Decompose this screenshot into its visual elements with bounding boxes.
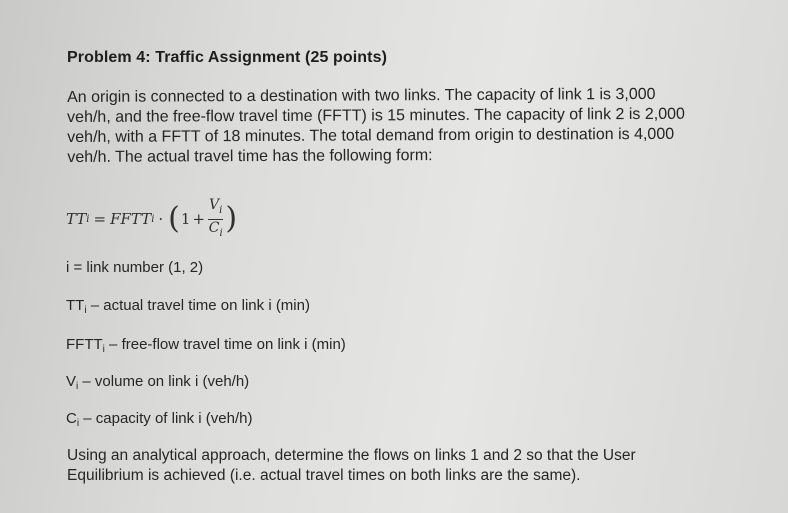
definition-text: – free-flow travel time on link i (min) [104,336,346,353]
definition-term: TT [66,297,85,314]
description-line: veh/h, with a FFTT of 18 minutes. The total demand from origin to destination is 4,000 [67,125,675,146]
description-line: An origin is connected to a destination with two links. The capacity of link 1 is 3,000 [67,85,656,106]
definition-link-number [66,259,203,276]
definition-text: – actual travel time on link i (min) [86,297,310,314]
formula-numerator [208,197,223,220]
task-line: Equilibrium is achieved (i.e. actual travel times on both links are the same). [67,467,581,484]
definition-term: FFTT [66,336,103,353]
problem-title: Problem 4: Traffic Assignment (25 points) [67,49,388,66]
formula-one: 1 [180,210,191,228]
definition-text: i = link number (1, 2) [66,259,204,276]
formula-c-sub: i [219,227,223,239]
description-line: veh/h, and the free-flow travel time (FFTT) is 15 minutes. The capacity of link 2 is 2,000 [67,105,685,126]
definition-fftt [66,336,346,355]
formula-c: C [208,219,220,236]
definition-sub: i [76,381,79,392]
problem-description [67,84,757,168]
formula-fraction [208,197,223,242]
definition-volume [66,373,249,392]
formula-v: V [209,196,220,213]
formula-tt-sub: i [86,213,90,225]
travel-time-formula [66,196,238,242]
formula-plus: + [192,210,206,228]
formula-equals: = [93,210,107,228]
formula-close-paren: ) [225,201,238,236]
definition-capacity [66,410,253,429]
definition-sub: i [84,305,87,316]
definition-text: – capacity of link i (veh/h) [79,410,253,427]
definition-text: – volume on link i (veh/h) [78,373,250,390]
formula-dot: · [158,210,164,228]
definition-term: V [66,373,77,390]
formula-v-sub: i [219,204,223,216]
formula-denominator [209,220,223,242]
formula-tt: TT [66,210,87,228]
definition-term: C [66,410,77,427]
definition-sub: i [76,418,80,429]
description-line: veh/h. The actual travel time has the following form: [67,147,433,166]
formula-fftt-sub: i [151,213,155,225]
formula-open-paren: ( [168,201,180,236]
problem-task [67,446,767,486]
definition-sub: i [102,344,105,355]
formula-fftt: FFTT [110,210,152,228]
definition-tt [66,297,310,316]
task-line: Using an analytical approach, determine the flows on links 1 and 2 so that the User [67,447,636,464]
